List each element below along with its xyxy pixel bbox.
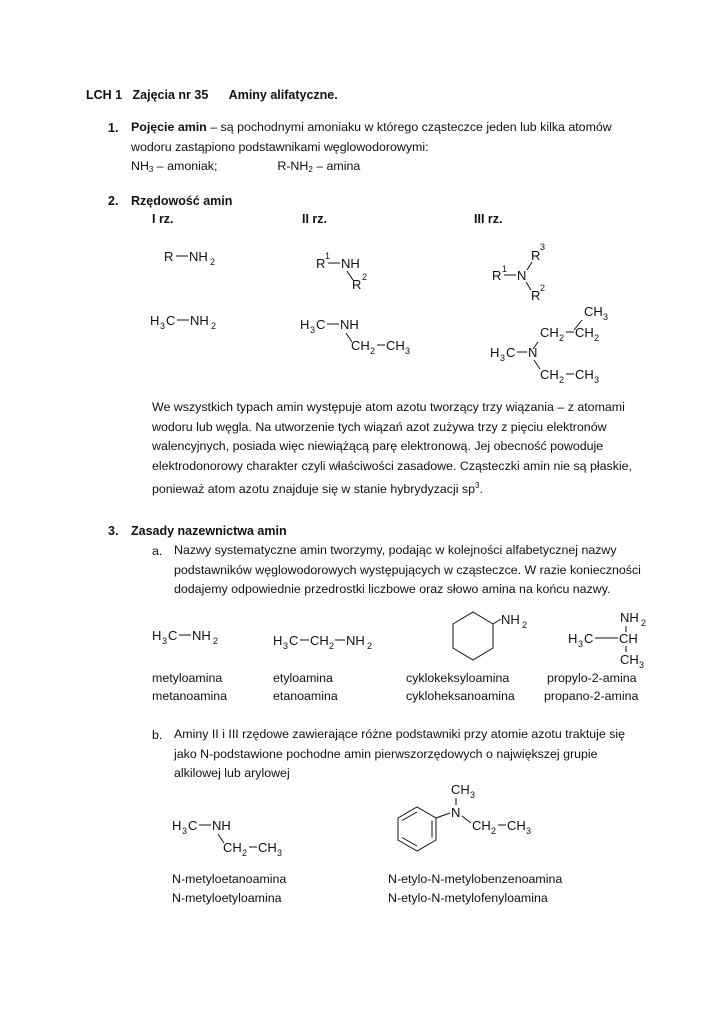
structure-methylethylamine: [300, 312, 420, 357]
superscript-2: 2: [540, 283, 546, 293]
subscript-2: 2: [522, 620, 528, 630]
structure-secondary-generic: [310, 245, 380, 290]
amine-name: – amina: [312, 159, 361, 173]
subscript-2: 2: [367, 641, 373, 651]
atom-CH: CH: [310, 633, 329, 648]
subscript-3: 3: [162, 636, 168, 646]
atom-CH: CH: [620, 652, 639, 667]
lesson-title: Aminy alifatyczne.: [228, 88, 338, 102]
subscript-3: 3: [639, 660, 645, 670]
structure-methylamine: [150, 308, 230, 333]
name-methylamine: metyloamina: [152, 671, 223, 685]
atom-NH: NH: [212, 818, 231, 833]
paragraph-line: We wszystkich typach amin występuje atom azotu tworzący trzy wiązania – z atomami: [152, 400, 625, 414]
atom-H: H: [490, 345, 500, 360]
section-3-title: Zasady nazewnictwa amin: [131, 524, 287, 538]
structure-n-ethyl-n-methylaniline: [388, 780, 538, 865]
subscript-3: 3: [277, 848, 283, 858]
atom-NH: NH: [501, 612, 520, 627]
atom-H: H: [273, 633, 283, 648]
atom-CH: CH: [472, 818, 491, 833]
amine-subscript: 2: [308, 165, 313, 174]
paragraph-end: .: [479, 482, 483, 496]
subscript-2: 2: [213, 636, 219, 646]
section-2-paragraph: [152, 398, 632, 500]
secondary-column-heading: II rz.: [302, 212, 328, 226]
hybridization-superscript: 3: [475, 481, 480, 490]
structure-cyclohexylamine: [430, 608, 530, 668]
subscript-2: 2: [329, 641, 335, 651]
atom-CH: CH: [619, 631, 638, 646]
atom-C: C: [289, 633, 299, 648]
subscript-2: 2: [641, 618, 647, 628]
paragraph-line: jako N-podstawione pochodne amin pierwszorzędowych o największej grupie: [174, 746, 598, 761]
subscript-3: 3: [603, 312, 609, 322]
atom-CH: CH: [223, 840, 242, 855]
subscript-2: 2: [594, 333, 600, 343]
subsection-b-text: [174, 725, 625, 784]
atom-H: H: [152, 628, 162, 643]
subsection-a-label: a.: [152, 544, 163, 558]
atom-H: H: [300, 317, 310, 332]
atom-CH: CH: [507, 818, 526, 833]
subscript-3: 3: [500, 353, 506, 363]
subscript-3: 3: [405, 346, 411, 356]
primary-column-heading: I rz.: [152, 212, 174, 226]
superscript-1: 1: [502, 264, 508, 274]
atom-C: C: [166, 313, 176, 328]
atom-CH: CH: [575, 367, 594, 382]
subsection-b-label: b.: [152, 728, 163, 742]
atom-NH: NH: [340, 317, 359, 332]
section-1-definition: [131, 118, 612, 180]
ammonia-name: – amoniak;: [153, 159, 218, 173]
superscript-3: 3: [540, 242, 546, 252]
name-propan-2-amine: propano-2-amina: [544, 689, 639, 703]
structure-primary-generic: [160, 245, 220, 270]
atom-CH: CH: [386, 338, 405, 353]
subscript-2: 2: [211, 321, 217, 331]
definition-line-1: – są pochodnymi amoniaku w którego cząsteczce jeden lub kilka atomów: [206, 120, 612, 134]
subscript-3: 3: [526, 826, 532, 836]
atom-R2: R: [352, 277, 362, 292]
atom-NH: NH: [189, 249, 208, 264]
ammonia-subscript: 3: [148, 165, 154, 174]
atom-N: N: [528, 345, 538, 360]
atom-CH: CH: [584, 304, 603, 319]
atom-C: C: [506, 345, 516, 360]
bond: [436, 813, 450, 818]
subscript-2: 2: [242, 848, 248, 858]
subscript-2: 2: [559, 333, 565, 343]
section-2-number: 2.: [108, 194, 119, 208]
ammonia-formula: NH: [131, 159, 149, 173]
atom-C: C: [584, 631, 594, 646]
atom-H: H: [568, 631, 578, 646]
name-isopropylamine: propylo-2-amina: [547, 671, 637, 685]
bond: [527, 262, 532, 270]
atom-C: C: [168, 628, 178, 643]
atom-CH: CH: [351, 338, 370, 353]
aromatic-bond: [402, 812, 417, 821]
structure-n-methylethanamine: [172, 813, 292, 858]
subscript-3: 3: [594, 375, 600, 385]
structure-methylamine-a: [152, 623, 232, 648]
atom-NH: NH: [620, 610, 639, 625]
bond: [462, 816, 471, 823]
paragraph-line: wodoru lub węgla. Na utworzenie tych wiązań azot zużywa trzy z pięciu elektronów: [152, 419, 607, 434]
name-methanamine: metanoamina: [152, 689, 228, 703]
name-n-methylethylamine: N-metyloetyloamina: [172, 891, 282, 905]
benzene-ring: [398, 807, 436, 851]
aromatic-bond: [402, 838, 417, 847]
atom-CH: CH: [575, 325, 594, 340]
subscript-3: 3: [160, 321, 166, 331]
atom-R: R: [164, 249, 174, 264]
atom-NH: NH: [190, 313, 209, 328]
structure-isopropylamine: [568, 608, 648, 668]
atom-CH: CH: [258, 840, 277, 855]
name-cyclohexanamine: cykloheksanoamina: [406, 689, 515, 703]
paragraph-line: alkilowej lub arylowej: [174, 766, 290, 780]
subscript-2: 2: [370, 346, 376, 356]
subscript-3: 3: [310, 325, 316, 335]
atom-H: H: [172, 818, 182, 833]
atom-R2: R: [531, 288, 541, 303]
subscript-2: 2: [559, 375, 565, 385]
section-1-number: 1.: [108, 121, 119, 135]
atom-NH: NH: [341, 256, 360, 271]
paragraph-line: dodajemy odpowiednie przedrostki liczbowe oraz słowo amina na końcu nazwy.: [174, 582, 611, 596]
section-3-number: 3.: [108, 524, 119, 538]
lesson-number: Zajęcia nr 35: [132, 88, 209, 102]
subscript-2: 2: [491, 826, 497, 836]
course-code: LCH 1: [86, 88, 123, 102]
name-ethylamine: etyloamina: [273, 671, 333, 685]
subsection-a-text: [174, 541, 641, 600]
atom-N: N: [451, 805, 461, 820]
subscript-3: 3: [283, 641, 289, 651]
structure-diethylmethylamine: [488, 300, 613, 385]
name-n-ethyl-n-methylphenylamine: N-etylo-N-metylofenyloamina: [388, 891, 548, 905]
paragraph-line: Nazwy systematyczne amin tworzymy, podając w kolejności alfabetycznej nazwy: [174, 543, 617, 557]
atom-C: C: [316, 317, 326, 332]
structure-tertiary-generic: [488, 240, 558, 305]
atom-NH: NH: [192, 628, 211, 643]
superscript-1: 1: [325, 251, 331, 261]
atom-CH: CH: [540, 367, 559, 382]
subscript-2: 2: [210, 257, 216, 267]
section-2-title: Rzędowość amin: [131, 194, 233, 208]
atom-R1: R: [316, 256, 326, 271]
name-n-ethyl-n-methylbenzenamine: N-etylo-N-metylobenzenoamina: [388, 872, 563, 886]
atom-CH: CH: [540, 325, 559, 340]
name-n-methylethanamine: N-metyloetanoamina: [172, 872, 287, 886]
tertiary-column-heading: III rz.: [474, 212, 503, 226]
definition-line-2: wodoru zastąpiono podstawnikami węglowodorowymi:: [131, 139, 429, 154]
subscript-3: 3: [470, 790, 476, 800]
paragraph-line: elektrodonorowy charakter czyli właściwości zasadowe. Cząsteczki amin nie są płaskie,: [152, 458, 632, 473]
atom-C: C: [188, 818, 198, 833]
document-header: [86, 88, 338, 102]
amine-formula: R-NH: [277, 159, 309, 173]
term-amine: Pojęcie amin: [131, 120, 207, 134]
paragraph-line: podstawników węglowodorowych występujących w cząsteczce. W razie konieczności: [174, 562, 641, 577]
atom-R1: R: [492, 268, 502, 283]
atom-N: N: [517, 268, 527, 283]
superscript-2: 2: [362, 272, 368, 282]
subscript-3: 3: [578, 639, 584, 649]
name-ethanamine: etanoamina: [273, 689, 338, 703]
atom-CH: CH: [451, 782, 470, 797]
structure-ethylamine: [273, 628, 383, 653]
paragraph-line: walencyjnych, posiada więc niewiążącą parę elektronową. Jej obecność powoduje: [152, 439, 604, 453]
paragraph-line: ponieważ atom azotu znajduje się w stanie hybrydyzacji sp: [152, 482, 476, 496]
atom-H: H: [150, 313, 160, 328]
atom-NH: NH: [346, 633, 365, 648]
subscript-3: 3: [182, 826, 188, 836]
atom-R3: R: [531, 248, 541, 263]
cyclohexane-ring: [453, 612, 493, 660]
bond: [493, 619, 501, 624]
name-cyclohexylamine: cyklokeksyloamina: [406, 671, 510, 685]
paragraph-line: Aminy II i III rzędowe zawierające różne podstawniki przy atomie azotu traktuje się: [174, 727, 626, 741]
